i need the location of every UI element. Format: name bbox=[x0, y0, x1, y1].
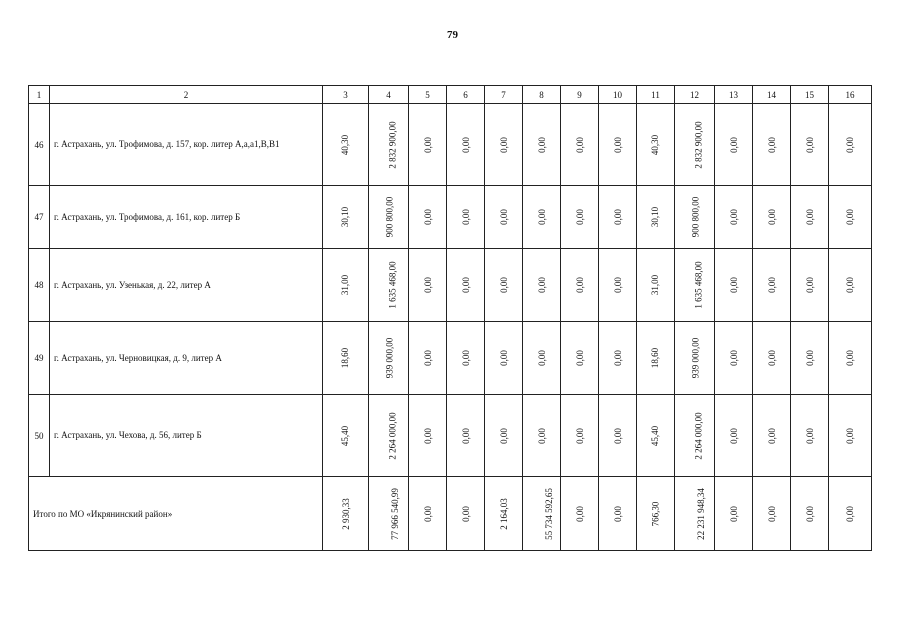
value-cell bbox=[369, 395, 409, 477]
value-cell bbox=[675, 186, 715, 249]
value-cell bbox=[369, 249, 409, 322]
total-value-cell bbox=[791, 477, 829, 551]
total-value-text: 0,00 bbox=[422, 505, 433, 522]
value-text: 0,00 bbox=[422, 277, 433, 293]
total-value-cell bbox=[409, 477, 447, 551]
value-text: 0,00 bbox=[612, 350, 623, 366]
total-row bbox=[29, 477, 872, 551]
value-cell bbox=[675, 322, 715, 395]
value-cell bbox=[447, 104, 485, 186]
value-text: 939 000,00 bbox=[384, 337, 395, 379]
value-text: 40,30 bbox=[650, 134, 661, 155]
column-header: 14 bbox=[753, 86, 791, 104]
value-cell bbox=[447, 249, 485, 322]
total-value-text: 2 164,03 bbox=[498, 497, 509, 530]
column-header: 7 bbox=[485, 86, 523, 104]
value-cell bbox=[637, 186, 675, 249]
value-text: 2 264 000,00 bbox=[693, 411, 704, 460]
value-text: 0,00 bbox=[612, 277, 623, 293]
row-number: 48 bbox=[29, 249, 50, 322]
value-cell bbox=[485, 186, 523, 249]
header-row bbox=[29, 86, 872, 104]
value-cell bbox=[599, 104, 637, 186]
value-text: 0,00 bbox=[460, 277, 471, 293]
total-value-text: 55 734 592,65 bbox=[543, 487, 554, 540]
value-text: 18,60 bbox=[340, 347, 351, 369]
total-value-cell bbox=[485, 477, 523, 551]
value-cell bbox=[829, 186, 872, 249]
value-cell bbox=[409, 322, 447, 395]
table-row bbox=[29, 249, 872, 322]
value-text: 0,00 bbox=[728, 209, 739, 225]
value-text: 900 800,00 bbox=[690, 196, 701, 238]
total-value-cell bbox=[561, 477, 599, 551]
row-number: 49 bbox=[29, 322, 50, 395]
value-cell bbox=[485, 249, 523, 322]
value-text: 0,00 bbox=[804, 136, 815, 153]
value-cell bbox=[637, 249, 675, 322]
value-text: 0,00 bbox=[766, 277, 777, 293]
value-text: 0,00 bbox=[574, 209, 585, 225]
value-text: 0,00 bbox=[574, 277, 585, 293]
value-cell bbox=[715, 395, 753, 477]
value-cell bbox=[637, 322, 675, 395]
address-cell: г. Астрахань, ул. Чехова, д. 56, литер Б bbox=[50, 395, 323, 477]
value-cell bbox=[561, 395, 599, 477]
value-text: 939 000,00 bbox=[690, 337, 701, 379]
value-text: 0,00 bbox=[766, 209, 777, 225]
column-header: 8 bbox=[523, 86, 561, 104]
value-text: 31,00 bbox=[650, 274, 661, 296]
value-text: 45,40 bbox=[340, 425, 351, 446]
value-text: 0,00 bbox=[728, 136, 739, 153]
value-cell bbox=[753, 249, 791, 322]
total-value-cell bbox=[369, 477, 409, 551]
value-text: 0,00 bbox=[612, 427, 623, 444]
total-value-text: 0,00 bbox=[845, 505, 855, 522]
value-text: 0,00 bbox=[728, 350, 739, 366]
value-cell bbox=[323, 395, 369, 477]
table-body bbox=[29, 86, 872, 551]
value-text: 0,00 bbox=[422, 209, 433, 225]
value-cell bbox=[369, 104, 409, 186]
value-text: 0,00 bbox=[845, 277, 855, 293]
value-cell bbox=[637, 104, 675, 186]
column-header: 9 bbox=[561, 86, 599, 104]
value-text: 0,00 bbox=[804, 209, 815, 225]
value-text: 0,00 bbox=[728, 427, 739, 444]
page-number: 79 bbox=[447, 29, 458, 41]
value-cell bbox=[637, 395, 675, 477]
total-value-text: 0,00 bbox=[460, 505, 471, 522]
value-text: 0,00 bbox=[766, 350, 777, 366]
value-cell bbox=[675, 249, 715, 322]
value-cell bbox=[369, 322, 409, 395]
address-cell: г. Астрахань, ул. Черновицкая, д. 9, литер А bbox=[50, 322, 323, 395]
value-cell bbox=[485, 104, 523, 186]
value-cell bbox=[829, 395, 872, 477]
total-value-text: 0,00 bbox=[574, 505, 585, 522]
value-text: 18,60 bbox=[650, 347, 661, 369]
value-text: 0,00 bbox=[845, 350, 855, 366]
value-text: 0,00 bbox=[422, 350, 433, 366]
column-header: 1 bbox=[29, 86, 50, 104]
address-cell: г. Астрахань, ул. Узенькая, д. 22, литер А bbox=[50, 249, 323, 322]
total-value-text: 0,00 bbox=[612, 505, 623, 522]
value-text: 900 800,00 bbox=[384, 196, 395, 238]
value-text: 31,00 bbox=[340, 274, 351, 296]
total-value-text: 766,30 bbox=[650, 501, 661, 526]
value-cell bbox=[561, 186, 599, 249]
value-cell bbox=[447, 395, 485, 477]
value-cell bbox=[523, 249, 561, 322]
value-text: 0,00 bbox=[766, 136, 777, 153]
value-text: 0,00 bbox=[498, 350, 509, 366]
total-value-cell bbox=[637, 477, 675, 551]
value-text: 0,00 bbox=[766, 427, 777, 444]
value-text: 0,00 bbox=[612, 136, 623, 153]
value-cell bbox=[561, 104, 599, 186]
value-text: 0,00 bbox=[460, 209, 471, 225]
value-cell bbox=[561, 322, 599, 395]
value-text: 0,00 bbox=[498, 277, 509, 293]
value-cell bbox=[753, 322, 791, 395]
total-value-cell bbox=[675, 477, 715, 551]
value-cell bbox=[485, 395, 523, 477]
value-cell bbox=[523, 322, 561, 395]
value-text: 0,00 bbox=[498, 209, 509, 225]
value-text: 0,00 bbox=[536, 427, 547, 444]
value-cell bbox=[369, 186, 409, 249]
column-header: 4 bbox=[369, 86, 409, 104]
value-text: 0,00 bbox=[460, 427, 471, 444]
total-value-text: 0,00 bbox=[766, 505, 777, 522]
total-value-cell bbox=[715, 477, 753, 551]
value-text: 2 832 900,00 bbox=[693, 120, 704, 169]
value-text: 0,00 bbox=[422, 136, 433, 153]
value-cell bbox=[561, 249, 599, 322]
value-text: 0,00 bbox=[498, 427, 509, 444]
value-cell bbox=[791, 322, 829, 395]
value-cell bbox=[829, 249, 872, 322]
column-header: 2 bbox=[50, 86, 323, 104]
value-text: 30,10 bbox=[340, 206, 351, 228]
value-cell bbox=[599, 395, 637, 477]
value-text: 1 635 468,00 bbox=[387, 261, 398, 309]
value-text: 0,00 bbox=[422, 427, 433, 444]
value-cell bbox=[523, 395, 561, 477]
value-text: 2 832 900,00 bbox=[387, 120, 398, 169]
value-text: 0,00 bbox=[804, 427, 815, 444]
value-text: 45,40 bbox=[650, 425, 661, 446]
total-value-cell bbox=[753, 477, 791, 551]
value-cell bbox=[715, 249, 753, 322]
value-cell bbox=[323, 322, 369, 395]
value-cell bbox=[791, 249, 829, 322]
value-cell bbox=[323, 186, 369, 249]
value-cell bbox=[447, 322, 485, 395]
value-cell bbox=[675, 104, 715, 186]
column-header: 12 bbox=[675, 86, 715, 104]
value-text: 0,00 bbox=[536, 209, 547, 225]
column-header: 10 bbox=[599, 86, 637, 104]
column-header: 16 bbox=[829, 86, 872, 104]
value-cell bbox=[829, 104, 872, 186]
value-cell bbox=[791, 186, 829, 249]
value-cell bbox=[409, 395, 447, 477]
total-value-text: 2 930,33 bbox=[340, 497, 351, 530]
table-row bbox=[29, 104, 872, 186]
value-text: 0,00 bbox=[804, 277, 815, 293]
value-cell bbox=[599, 322, 637, 395]
table-row bbox=[29, 395, 872, 477]
table-row bbox=[29, 322, 872, 395]
total-label: Итого по МО «Икрянинский район» bbox=[29, 477, 323, 551]
total-value-text: 0,00 bbox=[804, 505, 815, 522]
total-value-cell bbox=[323, 477, 369, 551]
value-cell bbox=[523, 186, 561, 249]
total-value-text: 0,00 bbox=[728, 505, 739, 522]
value-cell bbox=[409, 104, 447, 186]
total-value-text: 22 231 948,34 bbox=[695, 487, 706, 540]
value-text: 0,00 bbox=[804, 350, 815, 366]
value-text: 0,00 bbox=[574, 136, 585, 153]
total-value-text: 77 966 540,99 bbox=[389, 487, 400, 540]
column-header: 13 bbox=[715, 86, 753, 104]
value-cell bbox=[323, 249, 369, 322]
value-cell bbox=[675, 395, 715, 477]
value-text: 0,00 bbox=[845, 209, 855, 225]
value-text: 0,00 bbox=[612, 209, 623, 225]
value-text: 40,30 bbox=[340, 134, 351, 155]
column-header: 6 bbox=[447, 86, 485, 104]
column-header: 5 bbox=[409, 86, 447, 104]
value-text: 0,00 bbox=[536, 136, 547, 153]
value-cell bbox=[753, 186, 791, 249]
value-text: 0,00 bbox=[460, 350, 471, 366]
value-text: 0,00 bbox=[460, 136, 471, 153]
value-cell bbox=[791, 104, 829, 186]
row-number: 46 bbox=[29, 104, 50, 186]
value-text: 30,10 bbox=[650, 206, 661, 228]
value-cell bbox=[323, 104, 369, 186]
table-row bbox=[29, 186, 872, 249]
value-cell bbox=[753, 395, 791, 477]
address-cell: г. Астрахань, ул. Трофимова, д. 157, кор. литер А,а,а1,В,В1 bbox=[50, 104, 323, 186]
value-text: 0,00 bbox=[536, 277, 547, 293]
column-header: 15 bbox=[791, 86, 829, 104]
value-cell bbox=[523, 104, 561, 186]
value-cell bbox=[753, 104, 791, 186]
value-text: 0,00 bbox=[536, 350, 547, 366]
value-text: 0,00 bbox=[574, 427, 585, 444]
data-table bbox=[28, 85, 872, 551]
value-cell bbox=[791, 395, 829, 477]
value-cell bbox=[409, 249, 447, 322]
total-value-cell bbox=[599, 477, 637, 551]
address-cell: г. Астрахань, ул. Трофимова, д. 161, кор. литер Б bbox=[50, 186, 323, 249]
total-value-cell bbox=[829, 477, 872, 551]
value-text: 0,00 bbox=[498, 136, 509, 153]
value-cell bbox=[409, 186, 447, 249]
value-cell bbox=[447, 186, 485, 249]
value-cell bbox=[715, 104, 753, 186]
value-text: 0,00 bbox=[845, 427, 855, 444]
value-cell bbox=[485, 322, 523, 395]
column-header: 11 bbox=[637, 86, 675, 104]
value-text: 2 264 000,00 bbox=[387, 411, 398, 460]
total-value-cell bbox=[447, 477, 485, 551]
value-cell bbox=[715, 322, 753, 395]
value-text: 1 635 468,00 bbox=[693, 261, 704, 309]
value-text: 0,00 bbox=[574, 350, 585, 366]
column-header: 3 bbox=[323, 86, 369, 104]
value-cell bbox=[599, 186, 637, 249]
value-text: 0,00 bbox=[728, 277, 739, 293]
value-text: 0,00 bbox=[845, 136, 855, 153]
row-number: 50 bbox=[29, 395, 50, 477]
value-cell bbox=[715, 186, 753, 249]
row-number: 47 bbox=[29, 186, 50, 249]
total-value-cell bbox=[523, 477, 561, 551]
value-cell bbox=[599, 249, 637, 322]
value-cell bbox=[829, 322, 872, 395]
